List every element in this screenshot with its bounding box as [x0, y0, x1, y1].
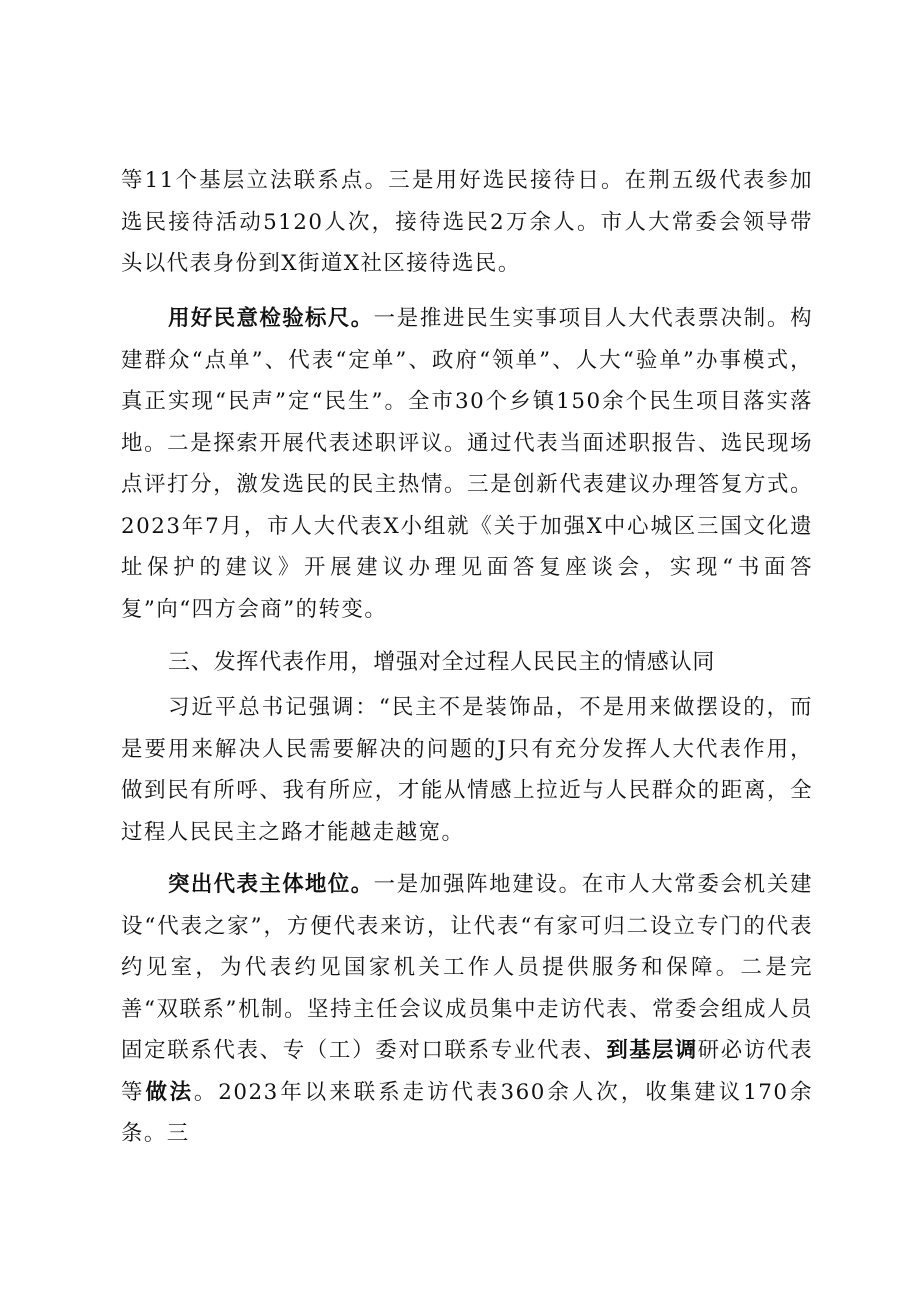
paragraph-quote: [121, 687, 813, 853]
paragraph-continuation: [121, 160, 813, 285]
paragraph-text: 一是加强阵地建设。在市人大常委会机关建设“代表之家”，方便代表来访，让代表“有家可归二设立专门的代表约见室，为代表约见国家机关工作人员提供服务和保障。二是完善“双联系”机制。坚持主任会议成员集中走访代表、常委会组成人员固定联系代表、专（工）委对口联系专业代表、: [121, 872, 813, 1063]
paragraph-representative-role: [121, 864, 813, 1155]
paragraph-lead: 突出代表主体地位。: [168, 872, 374, 897]
paragraph-text: 习近平总书记强调：“民主不是装饰品，不是用来做摆设的，而是要用来解决人民需要解决的问题的J只有充分发挥人大代表作用，做到民有所呼、我有所应，才能从情感上拉近与人民群众的距离，全过程人民民主之路才能越走越宽。: [121, 695, 813, 845]
paragraph-text: 等11个基层立法联系点。三是用好选民接待日。在荆五级代表参加选民接待活动5120人次，接待选民2万余人。市人大常委会领导带头以代表身份到X街道X社区接待选民。: [121, 168, 813, 276]
paragraph-text: 。2023年以来联系走访代表360余人次，收集建议170余条。三: [121, 1079, 813, 1146]
bold-phrase: 做法: [145, 1079, 194, 1105]
paragraph-text: 一是推进民生实事项目人大代表票决制。构建群众“点单”、代表“定单”、政府“领单”、人大“验单”办事模式，真正实现“民声”定“民生”。全市30个乡镇150余个民生项目落实落地。二是探索开展代表述职评议。通过代表当面述职报告、选民现场点评打分，激发选民的民主热情。三是创新代表建议办理答复方式。2023年7月，市人大代表X小组就《关于加强X中心城区三国文化遗址保护的建议》开展建议办理见面答复座谈会，实现“书面答复”向“四方会商”的转变。: [121, 306, 813, 622]
paragraph-public-opinion: [121, 298, 813, 630]
section-heading: 三、发挥代表作用，增强对全过程人民民主的情感认同: [168, 650, 716, 675]
bold-phrase: 到基层调: [606, 1038, 698, 1063]
paragraph-lead: 用好民意检验标尺。: [168, 306, 374, 331]
paragraph-text: 研必访代表等: [121, 1038, 813, 1105]
